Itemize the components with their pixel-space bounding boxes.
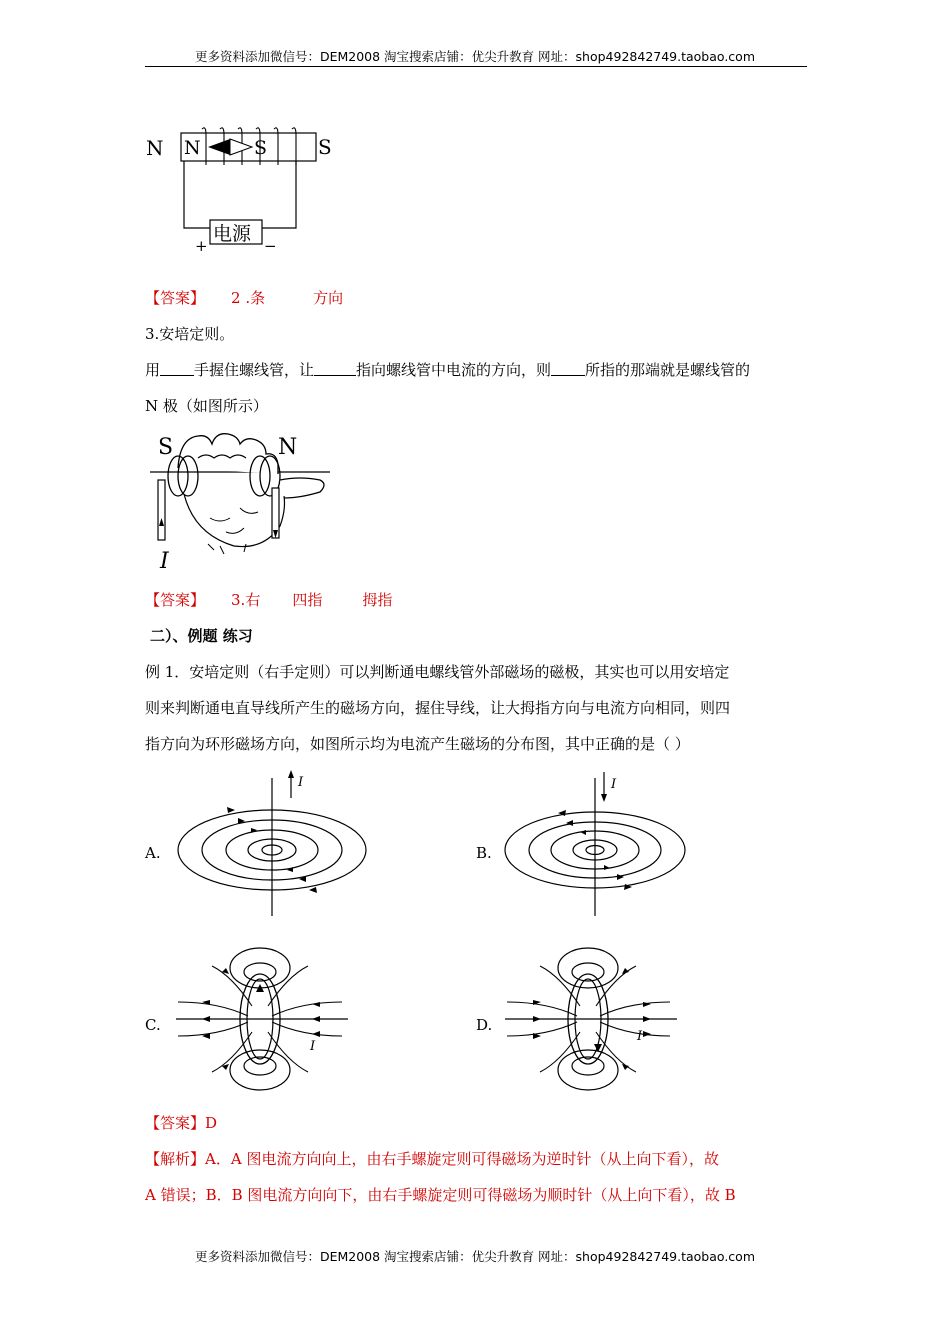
sec3-line1-d: 所指的那端就是螺线管的 (585, 361, 751, 379)
example-1-line1: 例 1．安培定则（右手定则）可以判断通电螺线管外部磁场的磁极，其实也可以用安培定 (145, 663, 730, 681)
fig1-needle-s: S (254, 137, 268, 159)
example-1-line2: 则来判断通电直导线所产生的磁场方向，握住导线，让大拇指方向与电流方向相同，则四 (145, 699, 731, 717)
answer-1 (145, 287, 343, 308)
section-2-title: 二）、例题 练习 (150, 627, 253, 645)
option-c-current-label: I (310, 1039, 316, 1054)
fig2-current: I (160, 549, 169, 573)
answer-1-tag: 【答案】 (145, 289, 206, 307)
option-b-label: B. (476, 844, 492, 862)
sec3-line1-b: 手握住螺线管，让 (194, 361, 315, 379)
answer-3-value: D (205, 1114, 218, 1132)
blank-2 (314, 361, 356, 376)
answer-3-tag: 【答案】 (145, 1114, 206, 1132)
answer-2-item3: 拇指 (362, 591, 393, 609)
page-header: 更多资料添加微信号：DEM2008 淘宝搜索店铺：优尖升教育 网址：shop492842749.taobao.com (194, 49, 756, 64)
fig1-s-right: S (318, 135, 332, 159)
fig1-power-label: 电源 (213, 223, 252, 245)
answer-3 (145, 1112, 217, 1133)
option-b-figure (500, 768, 695, 918)
fig2-s: S (158, 435, 174, 460)
answer-1-item2: 方向 (313, 289, 344, 307)
answer-2-tag: 【答案】 (145, 591, 206, 609)
sec3-line1-a: 用 (145, 361, 161, 379)
sec3-line2: N 极（如图所示） (145, 397, 268, 415)
answer-2 (145, 589, 392, 610)
answer-2-item: 3.右 (231, 591, 261, 609)
sec3-title: 3.安培定则。 (145, 325, 235, 343)
analysis-line2: A 错误；B．B 图电流方向向下，由右手螺旋定则可得磁场为顺时针（从上向下看），故 B (145, 1186, 736, 1204)
option-d-label: D. (476, 1016, 493, 1034)
option-a-label: A. (145, 844, 161, 862)
fig1-minus: − (264, 237, 277, 255)
option-c-figure (172, 942, 362, 1097)
fig1-plus: + (195, 237, 208, 255)
option-c-label: C. (145, 1016, 161, 1034)
hand-grip-solenoid-figure (150, 428, 335, 573)
fig2-n: N (278, 435, 298, 460)
fig1-n-left: N (146, 136, 164, 160)
sec3-line1 (145, 359, 750, 380)
analysis-tag: 【解析】 (145, 1150, 206, 1168)
example-1-line3: 指方向为环形磁场方向，如图所示均为电流产生磁场的分布图，其中正确的是（ ） (145, 735, 690, 753)
option-d-current-label: I (637, 1029, 643, 1044)
answer-1-item: 2 .条 (231, 289, 266, 307)
analysis-line1 (145, 1148, 719, 1169)
analysis-text-1: A．A 图电流方向向上，由右手螺旋定则可得磁场为逆时针（从上向下看），故 (205, 1150, 719, 1168)
option-d-figure (503, 942, 693, 1097)
blank-3 (551, 361, 585, 376)
header-rule (145, 66, 807, 67)
answer-2-item2: 四指 (292, 591, 323, 609)
solenoid-circuit-figure (140, 125, 350, 255)
option-a-figure (175, 768, 370, 918)
sec3-line1-c: 指向螺线管中电流的方向，则 (356, 361, 552, 379)
option-b-current-label: I (611, 777, 617, 792)
option-a-current-label: I (298, 775, 304, 790)
fig1-needle-n: N (184, 137, 201, 159)
page-footer: 更多资料添加微信号：DEM2008 淘宝搜索店铺：优尖升教育 网址：shop492842749.taobao.com (194, 1249, 756, 1264)
blank-1 (160, 361, 194, 376)
